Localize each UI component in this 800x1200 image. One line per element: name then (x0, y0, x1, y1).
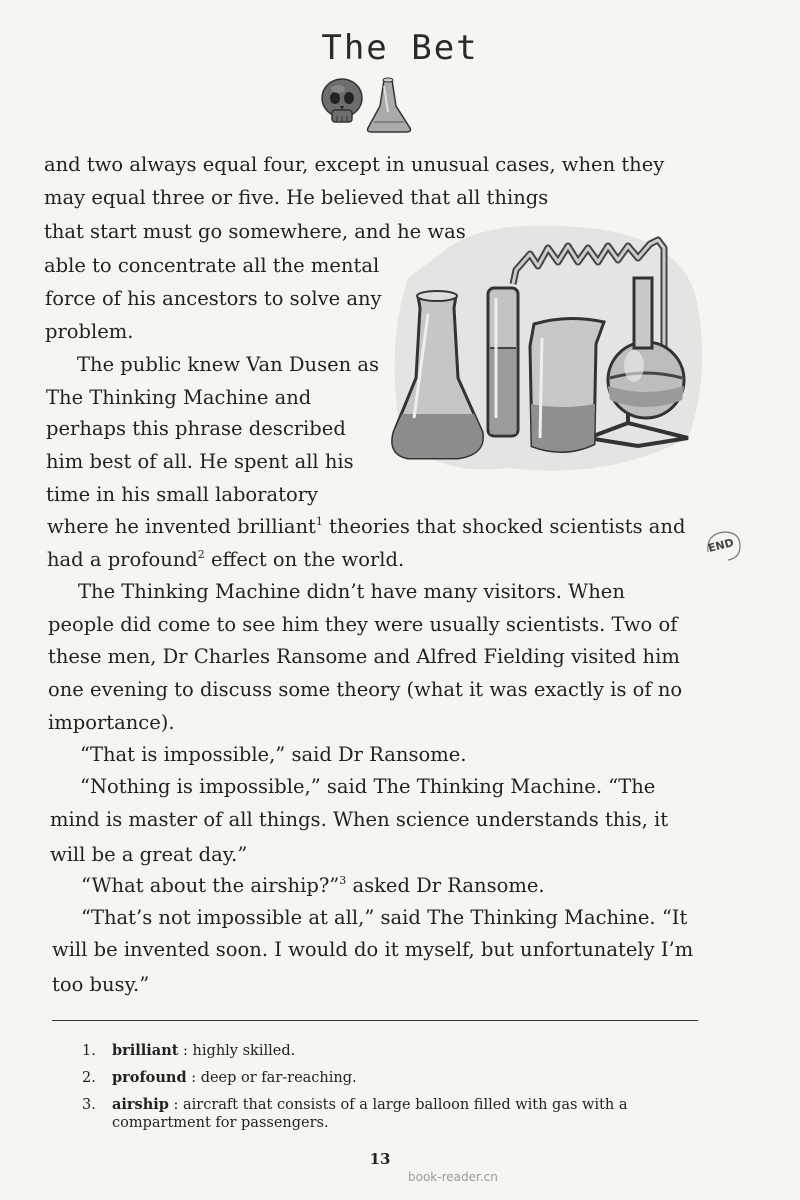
footnote-divider (52, 1020, 698, 1021)
text-line (47, 517, 685, 537)
footnote-definition: : highly skilled. (178, 1043, 296, 1059)
text-segment: asked Dr Ransome. (346, 874, 545, 897)
footnote-continuation: compartment for passengers. (112, 1115, 329, 1131)
text-segment: where he invented brilliant (47, 515, 316, 538)
footnote-marker: 2 (197, 548, 205, 561)
text-line: time in his small laboratory (46, 483, 319, 506)
text-line: him best of all. He spent all his (46, 450, 354, 473)
footnote-definition: : aircraft that consists of a large balloon filled with gas with a (168, 1097, 628, 1113)
text-line: perhaps this phrase described (46, 417, 346, 440)
flask-icon (368, 78, 411, 132)
text-line: one evening to discuss some theory (what it was exactly is of no (48, 678, 683, 701)
page-number: 13 (369, 1150, 391, 1168)
watermark-text: book-reader.cn (408, 1170, 498, 1184)
text-line: “That is impossible,” said Dr Ransome. (80, 743, 467, 766)
text-line (47, 550, 404, 570)
text-line: “Nothing is impossible,” said The Thinking Machine. “The (80, 775, 656, 798)
text-line: “That’s not impossible at all,” said The Thinking Machine. “It (81, 906, 688, 929)
footnote-number: 3. (82, 1097, 96, 1113)
footnote-term: brilliant (112, 1042, 179, 1059)
text-segment: theories that shocked scientists and (322, 515, 686, 538)
page-title: The Bet (321, 28, 479, 68)
text-segment: “What about the airship?” (81, 874, 340, 897)
text-line: will be a great day.” (50, 843, 248, 866)
footnote-marker: 3 (339, 874, 347, 887)
laboratory-glassware-illustration (388, 218, 710, 480)
text-line: problem. (45, 320, 134, 343)
text-line: The public knew Van Dusen as (77, 353, 380, 376)
footnote-number: 1. (82, 1043, 96, 1059)
skull-flask-icon (318, 72, 418, 136)
footnote (82, 1096, 628, 1113)
text-segment: effect on the world. (204, 548, 405, 571)
text-line: too busy.” (52, 973, 150, 996)
footnote-definition: : deep or far-reaching. (186, 1070, 357, 1086)
footnote-number: 2. (82, 1070, 96, 1086)
text-line: that start must go somewhere, and he was (44, 220, 466, 243)
skull-icon (322, 79, 362, 122)
text-line: may equal three or five. He believed that all things (44, 186, 549, 209)
end-label: END (706, 536, 736, 555)
text-line (81, 876, 545, 896)
footnote-marker: 1 (315, 515, 323, 528)
text-line: The Thinking Machine and (46, 386, 312, 409)
footnote-term: profound (112, 1069, 187, 1086)
text-line: The Thinking Machine didn’t have many visitors. When (78, 580, 625, 603)
text-line: mind is master of all things. When science understands this, it (50, 808, 669, 831)
text-line: will be invented soon. I would do it myself, but unfortunately I’m (52, 938, 694, 961)
text-line: able to concentrate all the mental (44, 254, 380, 277)
footnote (82, 1042, 295, 1059)
footnote-term: airship (112, 1096, 169, 1113)
text-line: importance). (48, 711, 175, 734)
text-line: people did come to see him they were usually scientists. Two of (48, 613, 678, 636)
end-audio-marker (704, 528, 742, 564)
text-segment: had a profound (47, 548, 198, 571)
text-line: force of his ancestors to solve any (45, 287, 382, 310)
footnote (82, 1069, 357, 1086)
text-line: and two always equal four, except in unusual cases, when they (44, 153, 665, 176)
text-line: these men, Dr Charles Ransome and Alfred Fielding visited him (48, 645, 680, 668)
